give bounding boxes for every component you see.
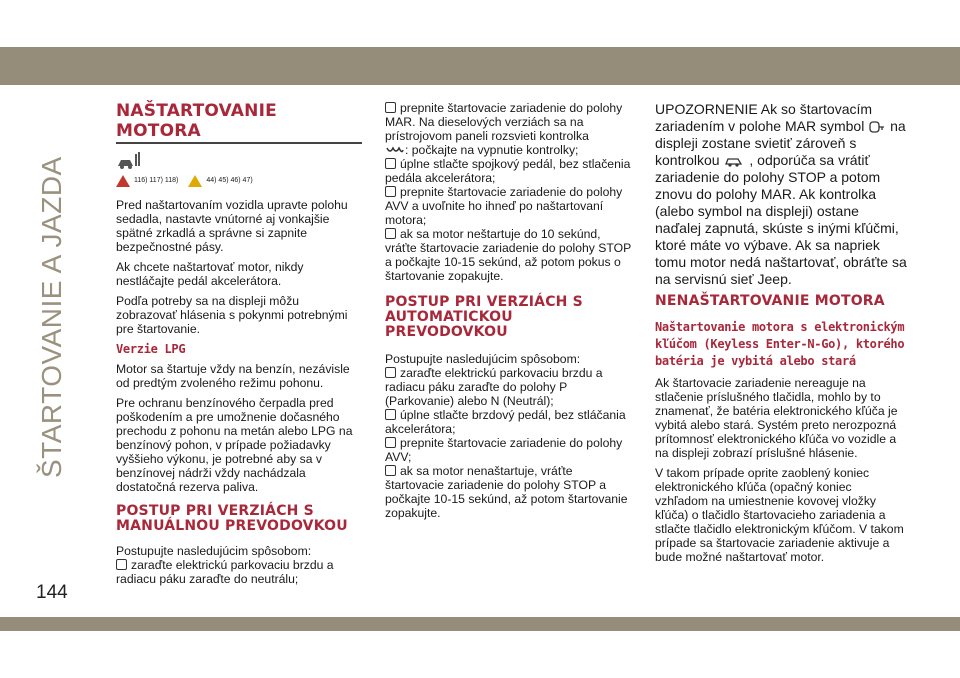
top-band (0, 47, 960, 85)
paragraph: Pre ochranu benzínového čerpadla pred poškodením a pre umožnenie dočasného prechodu z pohonu na metán alebo LPG na benzínový pohon, v prípade požiadavky vyššieho výkonu, je potrebné aby sa v benzínovej nádrži vždy nachádzala dostatočná rezerva paliva. (116, 396, 353, 494)
list-item: ak sa motor neštartuje do 10 sekúnd, vráťte štartovacie zariadenie do polohy STOP a počkajte 10-15 sekúnd, až potom pokus o štartovanie zopakujte. (385, 227, 631, 283)
heading-manual: POSTUP PRI VERZIÁCH S MANUÁLNOU PREVODOVKOU (116, 503, 348, 534)
page-number: 144 (36, 582, 68, 603)
warning-note: UPOZORNENIE Ak so štartovacím zariadením v polohe MAR symbol na displeji zostane svietiť zároveň s kontrolkou , odporúča sa vrátiť zariadenie do polohy STOP a potom znovu do polohy MAR. Ak kontrolka (alebo symbol na displeji) ostane naďalej zapnutá, skúste s inými kľúčmi, ktoré máte vo výbave. Ak sa napriek tomu motor nedá naštartovať, obráťte sa na servisnú sieť Jeep. (655, 101, 907, 287)
checkbox-icon (385, 437, 396, 448)
paragraph: Ak štartovacie zariadenie nereaguje na stlačenie príslušného tlačidla, mohlo by to znamenať, že batéria elektronického kľúča je vybitá alebo stará. Systém preto nerozpozná prítomnosť elektronického kľúča vo vozidle a na displeji zobrazí príslušné hlásenie. (655, 376, 898, 460)
checkbox-icon (385, 228, 396, 239)
subheading-keyless: Naštartovanie motora s elektronickým kľúčom (Keyless Enter-N-Go), ktorého batéria je vybitá alebo stará (655, 320, 905, 368)
list-item: zaraďte elektrickú parkovaciu brzdu a radiacu páku zaraďte do neutrálu; (116, 558, 334, 586)
car-key-icon (723, 154, 745, 168)
paragraph: Postupujte nasledujúcim spôsobom: (385, 352, 581, 366)
column-3 (655, 101, 907, 570)
list-item: prepnite štartovacie zariadenie do polohy AVV; (385, 436, 623, 464)
feature-icons (116, 150, 362, 172)
paragraph: Pred naštartovaním vozidla upravte polohu sedadla, nastavte vnútorné aj vonkajšie spätné zrkadlá a správne si zapnite bezpečnostné pásy. (116, 198, 348, 254)
caution-yellow-icon (188, 175, 202, 187)
paragraph: Podľa potreby sa na displeji môžu zobrazovať hlásenia s pokynmi potrebnými pre štartovanie. (116, 294, 348, 336)
checkbox-icon (385, 158, 396, 169)
glow-plug-icon (385, 146, 405, 156)
paragraph: Postupujte nasledujúcim spôsobom: (116, 544, 312, 558)
paragraph: Motor sa štartuje vždy na benzín, nezávisle od predtým zvoleného režimu pohonu. (116, 362, 350, 390)
checkbox-icon (116, 559, 127, 570)
warning-red-icon (116, 175, 130, 187)
checkbox-icon (385, 409, 396, 420)
checkbox-icon (385, 186, 396, 197)
list-item: úplne stlačte brzdový pedál, bez stláčania akcelerátora; (385, 408, 626, 436)
key-fob-icon (868, 120, 886, 134)
paragraph: Ak chcete naštartovať motor, nikdy nestláčajte pedál akcelerátora. (116, 260, 304, 288)
car-wifi-icon (116, 150, 142, 170)
column-1 (116, 101, 362, 592)
heading-not-starting: NENAŠTARTOVANIE MOTORA (655, 293, 885, 309)
subheading-lpg: Verzie LPG (116, 342, 186, 356)
column-2 (385, 101, 631, 520)
bottom-band (0, 617, 960, 631)
list-item: zaraďte elektrickú parkovaciu brzdu a radiacu páku zaraďte do polohy P (Parkovanie) alebo N (Neutrál); (385, 366, 603, 408)
checkbox-icon (385, 367, 396, 378)
checkbox-icon (385, 102, 396, 113)
paragraph: V takom prípade oprite zaoblený koniec elektronického kľúča (opačný koniec vzhľadom na umiestnenie kovovej vložky kľúča) o tlačidlo štartovacieho zariadenia a stlačte tlačidlo elektronickým kľúčom. V takom prípade sa štartovacie zariadenie aktivuje a bude možné naštartovať motor. (655, 466, 904, 564)
main-heading: NAŠTARTOVANIE MOTORA (116, 101, 362, 144)
heading-automatic: POSTUP PRI VERZIÁCH S AUTOMATICKOU PREVODOVKOU (385, 294, 583, 340)
list-item: prepnite štartovacie zariadenie do polohy MAR. Na dieselových verziách sa na prístrojovom paneli rozsvieti kontrolka : počkajte na vypnutie kontrolky; (385, 101, 623, 157)
list-item: ak sa motor nenaštartuje, vráťte štartovacie zariadenie do polohy STOP a počkajte 10-15 sekúnd, až potom štartovanie zopakujte. (385, 464, 628, 520)
list-item: prepnite štartovacie zariadenie do polohy AVV a uvoľnite ho ihneď po naštartovaní motora; (385, 185, 623, 227)
list-item: úplne stlačte spojkový pedál, bez stlačenia pedála akcelerátora; (385, 157, 631, 185)
checkbox-icon (385, 465, 396, 476)
warning-references: 116) 117) 118) 44) 45) 46) 47) (116, 174, 362, 188)
